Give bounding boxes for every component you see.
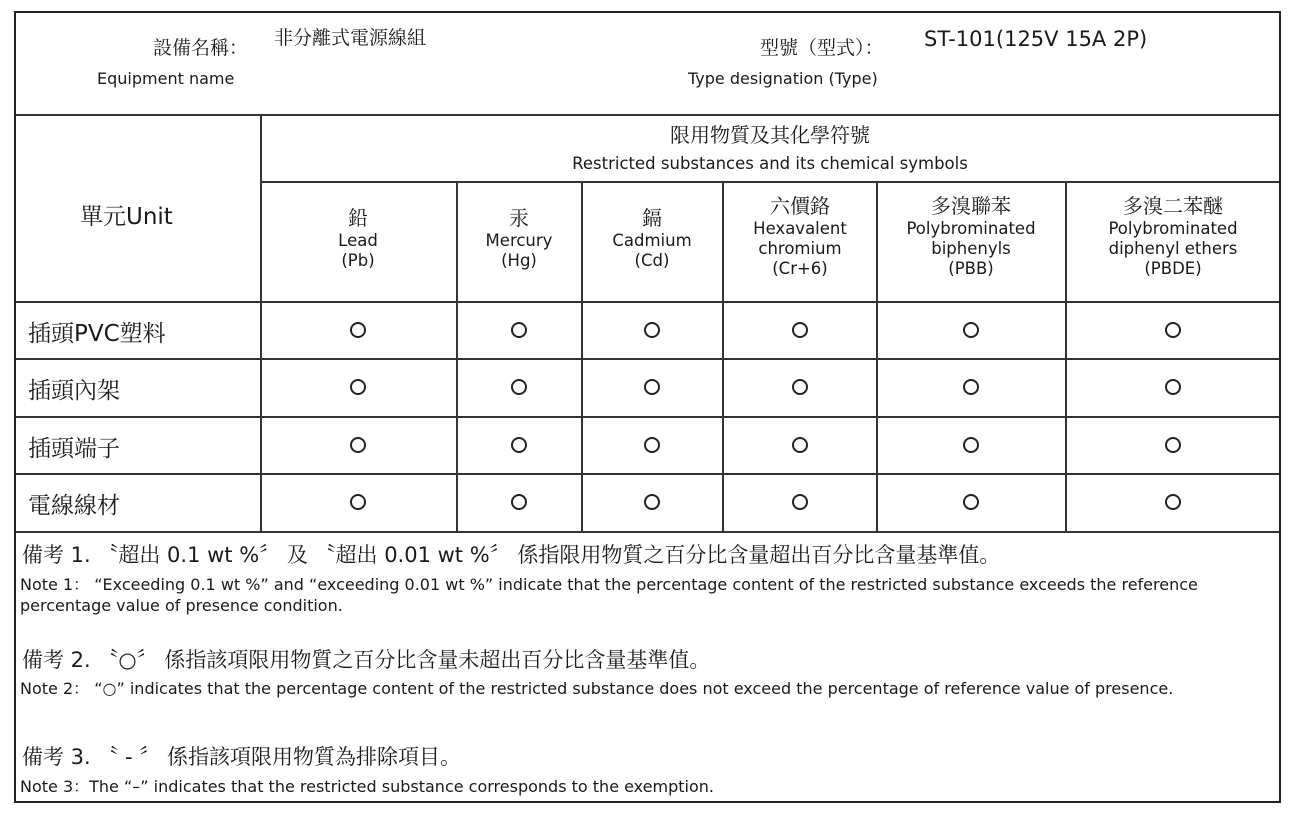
mark-cell (644, 379, 660, 395)
divider-col-4 (876, 181, 878, 532)
col-header-lead (338, 205, 378, 271)
col-header-en: Polybrominated (906, 219, 1036, 238)
declaration-sheet (14, 11, 1281, 803)
mark-cell (350, 322, 366, 338)
note-1-en: Note 1： “Exceeding 0.1 wt %” and “exceeding 0.01 wt %” indicate that the percentage content of the restricted substance exceeds the reference percentage value of presence condition. (20, 575, 1198, 615)
mark-cell (1165, 379, 1181, 395)
mark-cell (963, 322, 979, 338)
col-header-en: Mercury (485, 231, 553, 250)
col-header-en: Hexavalent (753, 219, 847, 238)
row-label-wire: 電線線材 (28, 493, 120, 519)
col-header-symbol: (PBB) (948, 259, 994, 278)
mark-cell (644, 494, 660, 510)
divider-group-title (261, 181, 1279, 183)
col-header-en: Lead (338, 231, 378, 250)
note-3-en: Note 3：The “–” indicates that the restricted substance corresponds to the exemption. (20, 777, 714, 796)
mark-cell (792, 494, 808, 510)
mark-cell (1165, 437, 1181, 453)
row-label-plug-frame: 插頭內架 (28, 378, 120, 404)
divider-unit-col (260, 114, 262, 532)
mark-cell (511, 379, 527, 395)
col-header-pbb (906, 193, 1035, 279)
mark-cell (792, 437, 808, 453)
row-label-plug-pvc: 插頭PVC塑料 (28, 321, 166, 347)
equipment-label-cn: 設備名稱： (153, 37, 249, 59)
substances-title-cn: 限用物質及其化學符號 (670, 123, 870, 147)
substances-title-en: Restricted substances and its chemical symbols (572, 154, 968, 173)
divider-col-3 (722, 181, 724, 532)
mark-cell (511, 322, 527, 338)
note-1-cn: 備考 1. 〝超出 0.1 wt %〞 及 〝超出 0.01 wt %〞 係指限用物質之百分比含量超出百分比含量基準值。 (22, 543, 1001, 567)
note-2-cn: 備考 2. 〝○〞 係指該項限用物質之百分比含量未超出百分比含量基準值。 (22, 648, 711, 672)
mark-cell (350, 494, 366, 510)
col-header-symbol: (Pb) (341, 251, 375, 270)
divider-col-head (16, 301, 1279, 303)
col-header-en: Polybrominated (1108, 219, 1238, 238)
mark-cell (511, 494, 527, 510)
col-header-symbol: (Hg) (501, 251, 537, 270)
col-header-cn: 六價鉻 (770, 194, 830, 218)
col-header-en-2: diphenyl ethers (1108, 239, 1238, 258)
mark-cell (792, 322, 808, 338)
col-header-symbol: (PBDE) (1144, 259, 1202, 278)
mark-cell (350, 379, 366, 395)
unit-header: 單元Unit (80, 204, 173, 230)
divider-row-1 (16, 358, 1279, 360)
col-header-hexavalent-chromium (753, 193, 847, 279)
type-value: ST-101(125V 15A 2P) (924, 27, 1148, 51)
col-header-cn: 汞 (508, 206, 529, 230)
divider-header (16, 114, 1279, 116)
col-header-cn: 鉛 (347, 206, 368, 230)
mark-cell (792, 379, 808, 395)
mark-cell (963, 437, 979, 453)
divider-col-5 (1065, 181, 1067, 532)
mark-cell (350, 437, 366, 453)
mark-cell (963, 494, 979, 510)
col-header-cn: 鎘 (641, 206, 662, 230)
col-header-cn: 多溴二苯醚 (1123, 194, 1223, 218)
mark-cell (644, 437, 660, 453)
col-header-symbol: (Cr+6) (772, 259, 828, 278)
note-3-cn: 備考 3. 〝 - 〞 係指該項限用物質為排除項目。 (22, 745, 461, 769)
equipment-value: 非分離式電源線組 (274, 27, 427, 49)
mark-cell (511, 437, 527, 453)
mark-cell (644, 322, 660, 338)
col-header-cadmium (612, 205, 691, 271)
mark-cell (1165, 322, 1181, 338)
type-label-en: Type designation (Type) (688, 69, 878, 88)
type-label-cn: 型號（型式）： (760, 37, 884, 59)
col-header-pbde (1108, 193, 1237, 279)
note-2-en: Note 2： “○” indicates that the percentage content of the restricted substance does not exceed the percentage of reference value of presence. (20, 679, 1174, 698)
col-header-symbol: (Cd) (634, 251, 670, 270)
divider-table-bottom (16, 531, 1279, 533)
col-header-mercury (486, 205, 553, 271)
divider-row-3 (16, 473, 1279, 475)
mark-cell (963, 379, 979, 395)
divider-col-1 (456, 181, 458, 532)
row-label-plug-terminal: 插頭端子 (28, 436, 120, 462)
mark-cell (1165, 494, 1181, 510)
col-header-en: Cadmium (612, 231, 692, 250)
equipment-label-en: Equipment name (97, 69, 235, 88)
col-header-en-2: biphenyls (931, 239, 1011, 258)
divider-col-2 (581, 181, 583, 532)
col-header-cn: 多溴聯苯 (931, 194, 1011, 218)
divider-row-2 (16, 416, 1279, 418)
col-header-en-2: chromium (758, 239, 842, 258)
